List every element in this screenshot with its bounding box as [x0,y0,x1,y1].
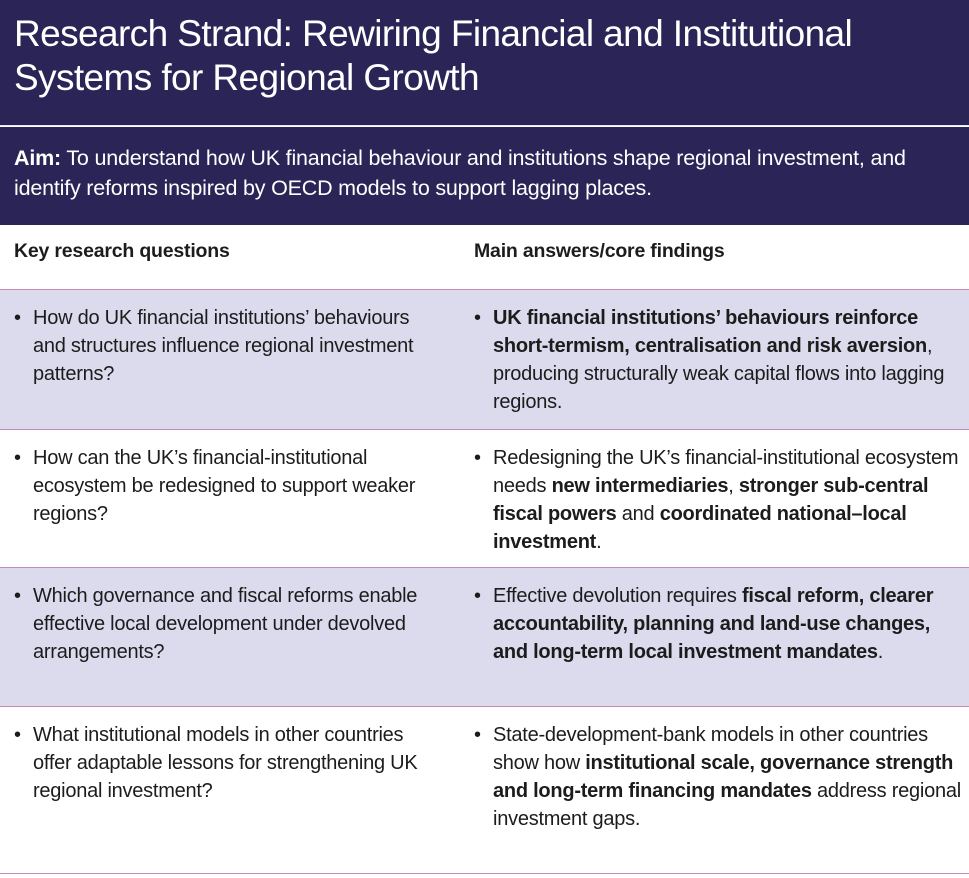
aim-banner [0,127,969,225]
findings-column-header: Main answers/core findings [474,240,725,262]
bullet-marker: • [14,307,21,329]
question-text: Which governance and fiscal reforms enable effective local development under devolved arrangements? [33,585,418,663]
question-cell [14,444,444,528]
table-row [0,290,969,430]
table-row [0,568,969,707]
bullet-marker: • [14,724,21,746]
table-row [0,430,969,568]
question-cell [14,721,444,805]
question-text: What institutional models in other countries offer adaptable lessons for strengthening UK regional investment? [33,724,418,802]
title-banner [0,0,969,126]
aim-label: Aim: [14,146,61,170]
finding-cell [474,721,964,833]
finding-cell [474,582,964,666]
finding-text: UK financial institutions’ behaviours reinforce short-termism, centralisation and risk aversion, producing structurally weak capital flows into lagging regions. [493,307,945,413]
question-text: How do UK financial institutions’ behaviours and structures influence regional investment patterns? [33,307,414,385]
table-row [0,707,969,874]
question-text: How can the UK’s financial-institutional ecosystem be redesigned to support weaker regions? [33,447,416,525]
question-cell [14,582,444,666]
questions-column-header: Key research questions [14,240,230,262]
page-title: Research Strand: Rewiring Financial and Institutional Systems for Regional Growth [14,13,853,98]
bullet-marker: • [14,585,21,607]
aim-text: To understand how UK financial behaviour and institutions shape regional investment, and identify reforms inspired by OECD models to support lagging places. [14,146,906,200]
finding-text: State-development-bank models in other countries show how institutional scale, governance strength and long-term financing mandates address regional investment gaps. [493,724,961,830]
bullet-marker: • [474,447,481,469]
bullet-marker: • [474,585,481,607]
finding-cell [474,444,964,556]
aim-statement [14,143,959,203]
finding-text: Redesigning the UK’s financial-institutional ecosystem needs new intermediaries, stronger sub-central fiscal powers and coordinated national–local investment. [493,447,959,553]
bullet-marker: • [14,447,21,469]
bullet-marker: • [474,724,481,746]
bullet-marker: • [474,307,481,329]
question-cell [14,304,444,388]
finding-text: Effective devolution requires fiscal reform, clearer accountability, planning and land-use changes, and long-term local investment mandates. [493,585,934,663]
finding-cell [474,304,964,416]
